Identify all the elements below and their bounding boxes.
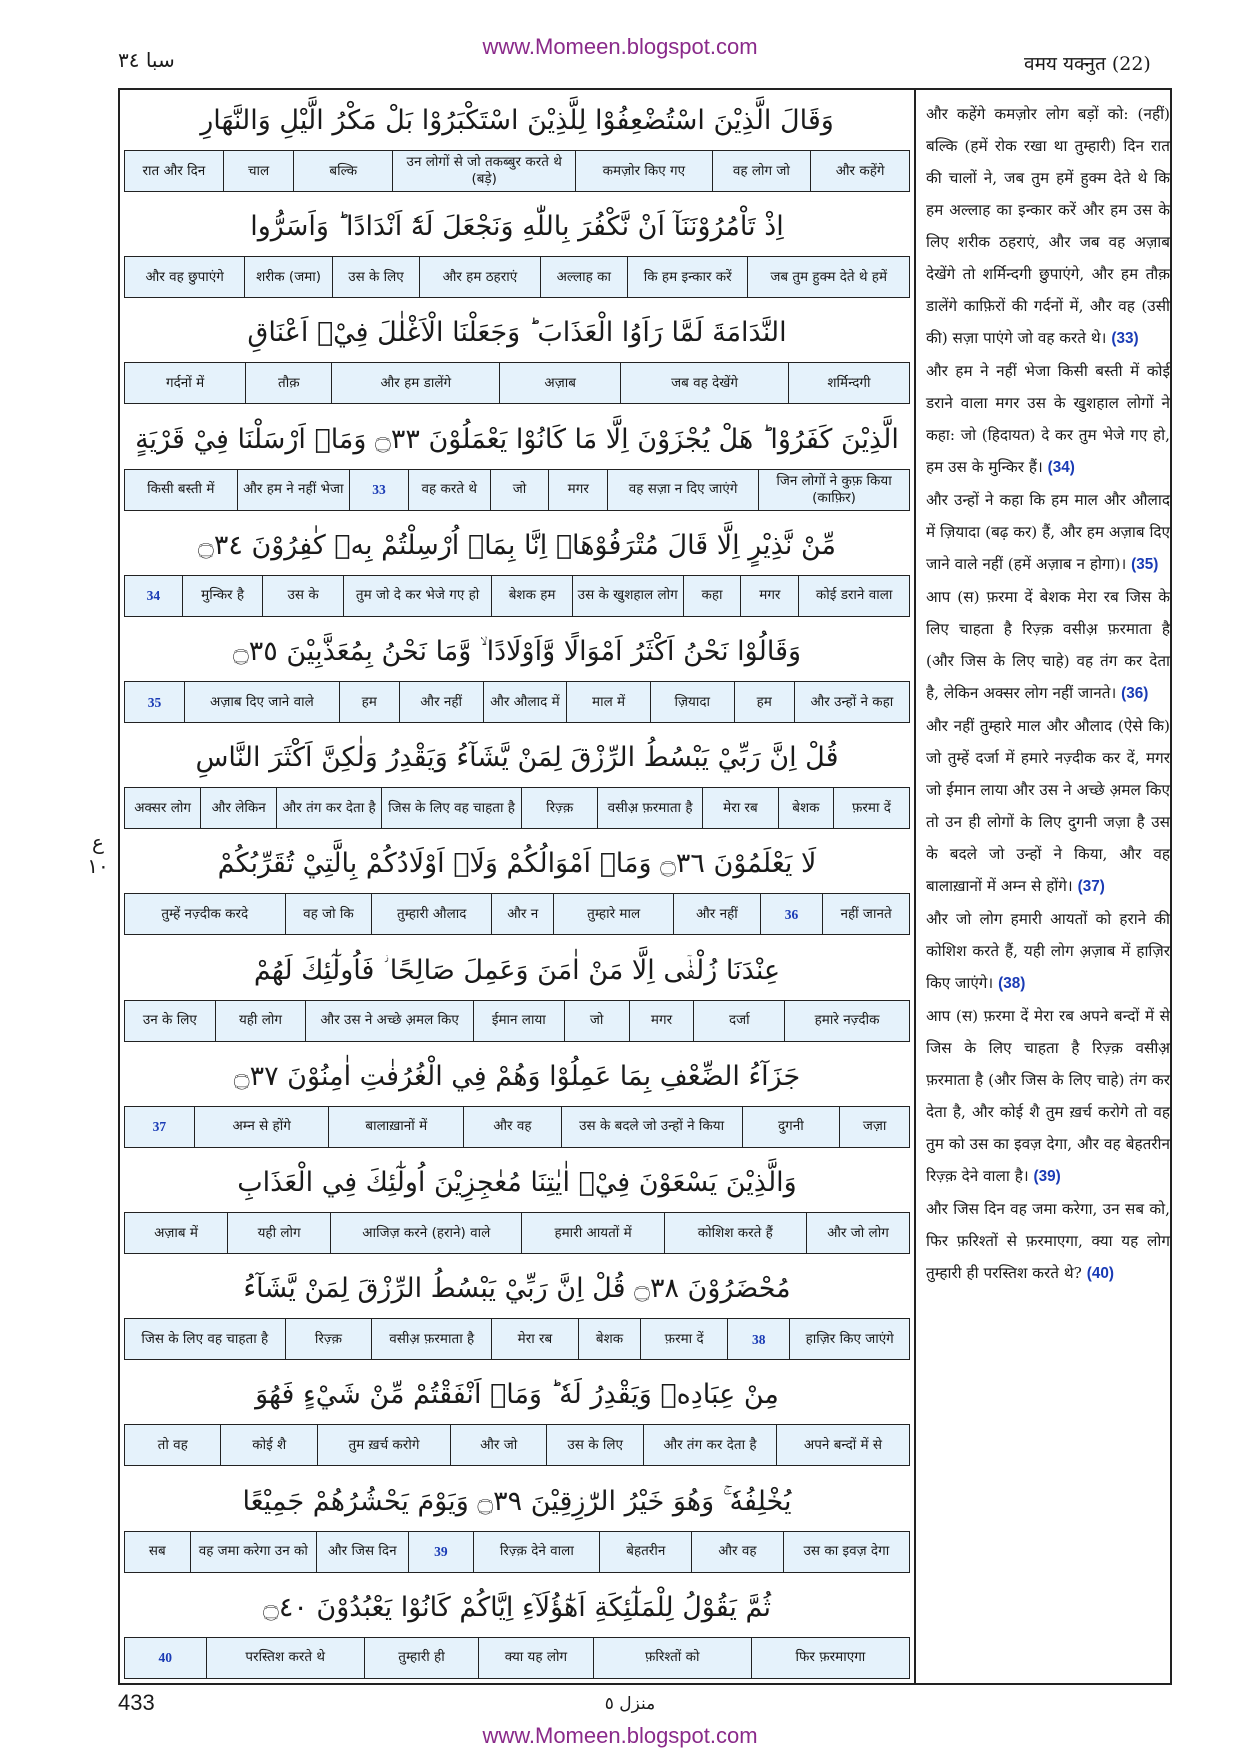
word-translation-row <box>124 575 910 617</box>
word-cell: और नहीं <box>673 894 760 934</box>
word-cell: हमारे नज़्दीक <box>784 1001 909 1041</box>
word-cell: वह जमा करेगा उन को <box>190 1532 316 1572</box>
word-cell: उस के लिए <box>332 257 419 297</box>
translation-text: और नहीं तुम्हारे माल और औलाद (ऐसे कि) जो तुम्हें दर्जा में हमारे नज़्दीक कर दें, मगर जो ईमान लाया और उस ने अच्छे अ़मल किए तो उन ही लोगों के लिए दुगनी जज़ा है उस के बदले जो उन्हों ने किया, और वह बालाख़ानों में अम्न से होंगे। <box>926 717 1170 895</box>
word-cell: और औलाद में <box>483 682 567 722</box>
word-cell: कि हम इन्कार करें <box>627 257 747 297</box>
word-translation-row <box>124 1318 910 1360</box>
word-translation-row <box>124 256 910 298</box>
word-cell: तो वह <box>157 1436 188 1453</box>
verse-number-cell: 36 <box>760 894 822 934</box>
verse-number: (36) <box>1121 685 1149 702</box>
verse-number: (38) <box>998 975 1026 992</box>
arabic-line: يُخْلِفُهٗ ۚ وَهُوَ خَيْرُ الرّٰزِقِيْنَ ۝٣٩ وَيَوْمَ يَحْشُرُهُمْ جَمِيْعًا <box>242 1485 792 1517</box>
word-cell: मेरा रब <box>491 1319 578 1359</box>
word-cell: और हम ठहराएं <box>419 257 539 297</box>
word-cell: जब वह देखेंगे <box>620 363 788 403</box>
word-cell: उन के लिए <box>142 1012 197 1029</box>
arabic-line: قُلْ اِنَّ رَبِّيْ يَبْسُطُ الرِّزْقَ لِمَنْ يَّشَآءُ وَيَقْدِرُ وَلٰكِنَّ اَكْثَرَ النَّاسِ <box>195 742 839 774</box>
verse-block <box>124 1366 910 1468</box>
verse-block <box>124 92 910 194</box>
word-cell: मगर <box>740 576 798 616</box>
word-cell: ईमान लाया <box>473 1001 564 1041</box>
word-cell: और नहीं <box>399 682 483 722</box>
translation-text: और कहेंगे कमज़ोर लोग बड़ों को: (नहीं) बल्कि (हमें रोक रखा था तुम्हारी) दिन रात की चालों ने, जब तुम हमें हुक्म देते थे कि हम अल्लाह का इन्कार करें और हम उस के लिए शरीक ठहराएं, और जब वह अज़ाब देखेंगे तो शर्मिन्दगी छुपाएंगे, और हम तौक़ डालेंगे काफ़िरों की गर्दनों में, और वह (उसी की) सज़ा पाएंगे जो वह करते थे। <box>926 105 1170 347</box>
word-cell: रात और दिन <box>142 162 206 179</box>
word-cell: जिन लोगों ने कुफ़ किया (काफ़िर) <box>758 470 909 510</box>
verse-block <box>124 198 910 300</box>
word-cell: अक्सर लोग <box>134 799 191 816</box>
word-cell: बेशक हम <box>491 576 572 616</box>
word-translation-row <box>124 1637 910 1679</box>
word-cell: बल्कि <box>293 151 392 191</box>
translation-paragraph <box>926 98 1170 355</box>
verse-number: (35) <box>1131 556 1159 573</box>
verse-number: (39) <box>1033 1168 1061 1185</box>
word-cell: बेहतरीन <box>599 1532 691 1572</box>
translation-paragraph <box>926 903 1170 1000</box>
word-cell: और लेकिन <box>200 788 276 828</box>
word-cell: उस के <box>262 576 343 616</box>
arabic-line: جَزَآءُ الضِّعْفِ بِمَا عَمِلُوْا وَهُمْ فِي الْغُرُفٰتِ اٰمِنُوْنَ ۝٣٧ <box>233 1060 801 1092</box>
word-cell: जो <box>564 1001 629 1041</box>
word-cell: ज़ियादा <box>650 682 734 722</box>
word-cell: जिस के लिए वह चाहता है <box>141 1330 269 1347</box>
word-translation-row <box>124 469 910 511</box>
translation-text: आप (स) फ़रमा दें बेशक मेरा रब जिस के लिए चाहता है रिज़्क़ वसीअ़ फ़रमाता है (और जिस के लिए चाहे) वह तंग कर देता है, लेकिन अक्सर लोग नहीं जानते। <box>926 588 1170 702</box>
word-cell: रिज़्क़ देने वाला <box>473 1532 599 1572</box>
word-cell: और उस ने अच्छे अ़मल किए <box>305 1001 473 1041</box>
word-cell: दुगनी <box>742 1107 840 1147</box>
page-number: 433 <box>118 1690 155 1715</box>
surah-name-hindi: वमय यक्नुत (22) <box>1024 53 1151 75</box>
word-cell: और जिस दिन <box>316 1532 408 1572</box>
arabic-line: وَقَالُوْا نَحْنُ اَكْثَرُ اَمْوَالًا وَّاَوْلَادًا ۙ وَّمَا نَحْنُ بِمُعَذَّبِيْنَ ۝٣٥ <box>232 636 802 667</box>
arabic-line: الَّذِيْنَ كَفَرُوْا ؕ هَلْ يُجْزَوْنَ اِلَّا مَا كَانُوْا يَعْمَلُوْنَ ۝٣٣ وَمَاۤ اَرْسَلْنَا فِيْ قَرْيَةٍ <box>135 423 899 455</box>
word-cell: नहीं जानते <box>822 894 909 934</box>
word-cell: वह करते थे <box>408 470 490 510</box>
translation-paragraph <box>926 355 1170 484</box>
arabic-line: ثُمَّ يَقُوْلُ لِلْمَلٰٓئِكَةِ اَهٰٓؤُلَآءِ اِيَّاكُمْ كَانُوْا يَعْبُدُوْنَ ۝٤٠ <box>263 1591 771 1623</box>
verse-block <box>124 835 910 937</box>
word-cell: फिर फ़रमाएगा <box>751 1638 909 1678</box>
word-cell: तुम्हें नज़्दीक करदे <box>161 905 249 922</box>
translation-text: आप (स) फ़रमा दें मेरा रब अपने बन्दों में से जिस के लिए चाहता है रिज़्क़ वसीअ़ फ़रमाता है (और जिस के लिए चाहे) तंग कर देता है, और कोई शै तुम ख़र्च करोगे तो वह तुम को उस का इवज़ देगा, और वह बेहतरीन रिज़्क़ देने वाला है। <box>926 1007 1170 1185</box>
site-link-bottom[interactable]: www.Momeen.blogspot.com <box>482 1723 758 1748</box>
verse-number-cell: 33 <box>349 470 408 510</box>
word-cell: अज़ाब दिए जाने वाले <box>184 682 339 722</box>
word-cell: शरीक (जमा) <box>244 257 331 297</box>
word-cell: और उन्हों ने कहा <box>794 682 909 722</box>
word-cell: जिस के लिए वह चाहता है <box>381 788 521 828</box>
word-cell: अल्लाह का <box>540 257 627 297</box>
word-cell: और तंग कर देता है <box>276 788 381 828</box>
word-cell: मगर <box>629 1001 694 1041</box>
verse-number-cell: 39 <box>408 1532 474 1572</box>
translation-paragraph <box>926 710 1170 903</box>
word-cell: कोशिश करते हैं <box>664 1213 806 1253</box>
verse-block <box>124 411 910 513</box>
translation-paragraph <box>926 484 1170 581</box>
arabic-line: لَا يَعْلَمُوْنَ ۝٣٦ وَمَاۤ اَمْوَالُكُمْ وَلَاۤ اَوْلَادُكُمْ بِالَّتِيْ تُقَرِّبُكُمْ <box>217 848 817 880</box>
word-cell: हम <box>734 682 794 722</box>
word-cell: किसी बस्ती में <box>147 481 215 498</box>
word-cell: उस के बदले जो उन्हों ने किया <box>561 1107 742 1147</box>
word-cell: तुम जो दे कर भेजे गए हो <box>343 576 491 616</box>
surah-name-arabic: سبا ٣٤ <box>118 48 175 72</box>
word-translation-row <box>124 1212 910 1254</box>
translation-paragraph <box>926 1000 1170 1193</box>
word-cell: फ़रिश्तों को <box>593 1638 751 1678</box>
word-cell: अज़ाब में <box>154 1224 198 1241</box>
verse-number: (40) <box>1086 1265 1114 1282</box>
word-cell: और न <box>491 894 553 934</box>
word-translation-row <box>124 1424 910 1466</box>
word-cell: परस्तिश करते थे <box>206 1638 364 1678</box>
verse-block <box>124 729 910 831</box>
word-cell: वह लोग जो <box>712 151 811 191</box>
word-cell: उस का इवज़ देगा <box>783 1532 909 1572</box>
word-cell: माल में <box>566 682 650 722</box>
word-cell: जब तुम हुक्म देते थे हमें <box>747 257 909 297</box>
word-cell: और वह <box>463 1107 561 1147</box>
verse-block <box>124 942 910 1044</box>
word-translation-row <box>124 681 910 723</box>
verse-number-cell: 35 <box>147 694 162 710</box>
word-cell: और वह <box>691 1532 783 1572</box>
word-translation-row <box>124 150 910 192</box>
arabic-line: وَقَالَ الَّذِيْنَ اسْتُضْعِفُوْا لِلَّذِيْنَ اسْتَكْبَرُوْا بَلْ مَكْرُ الَّيْلِ وَالنَّهَارِ <box>200 105 834 136</box>
verse-block <box>124 1154 910 1256</box>
translation-column <box>926 98 1170 1290</box>
word-cell: तुम ख़र्च करोगे <box>317 1425 450 1465</box>
arabic-line: مِنْ عِبَادِهٖ وَيَقْدِرُ لَهٗ ؕ وَمَاۤ اَنْفَقْتُمْ مِّنْ شَيْءٍ فَهُوَ <box>255 1379 779 1411</box>
translation-text: और उन्हों ने कहा कि हम माल और औलाद में ज़ियादा (बढ़ कर) हैं, और हम अज़ाब दिए जाने वाले नहीं (हमें अज़ाब न होगा)। <box>926 491 1171 573</box>
word-cell: कमज़ोर किए गए <box>575 151 711 191</box>
word-cell: मुन्किर है <box>182 576 263 616</box>
word-translation-row <box>124 1106 910 1148</box>
site-link-top[interactable]: www.Momeen.blogspot.com <box>482 34 758 59</box>
verse-number: (37) <box>1077 878 1105 895</box>
verse-number: (33) <box>1111 330 1139 347</box>
word-cell: फ़रमा दें <box>833 788 909 828</box>
word-cell: वह जो कि <box>285 894 372 934</box>
verse-number: (34) <box>1047 459 1075 476</box>
verse-number-cell: 34 <box>146 588 161 604</box>
word-cell: जज़ा <box>839 1107 909 1147</box>
word-cell: बालाख़ानों में <box>328 1107 463 1147</box>
word-cell: तुम्हारे माल <box>553 894 673 934</box>
word-cell: और जो लोग <box>806 1213 909 1253</box>
word-cell: जो <box>490 470 549 510</box>
word-cell: रिज़्क़ <box>521 788 597 828</box>
word-cell: अम्न से होंगे <box>194 1107 329 1147</box>
arabic-line: مُحْضَرُوْنَ ۝٣٨ قُلْ اِنَّ رَبِّيْ يَبْسُطُ الرِّزْقَ لِمَنْ يَّشَآءُ <box>243 1273 791 1305</box>
ruku-marker: ع ١٠ <box>87 830 109 878</box>
word-cell: और कहेंगे <box>810 151 909 191</box>
word-cell: क्या यह लोग <box>478 1638 592 1678</box>
word-cell: हमारी आयतों में <box>521 1213 663 1253</box>
word-cell: चाल <box>223 151 294 191</box>
word-cell: रिज़्क़ <box>285 1319 372 1359</box>
verse-block <box>124 1579 910 1681</box>
word-cell: और जो <box>450 1425 546 1465</box>
arabic-line: النَّدَامَةَ لَمَّا رَاَوُا الْعَذَابَ ؕ وَجَعَلْنَا الْاَغْلٰلَ فِيْۤ اَعْنَاقِ <box>247 317 787 349</box>
word-cell: अपने बन्दों में से <box>776 1425 909 1465</box>
word-translation-row <box>124 787 910 829</box>
word-cell: तुम्हारी ही <box>364 1638 478 1678</box>
verse-block <box>124 1473 910 1575</box>
manzil-label: منزل ٥ <box>604 1694 656 1714</box>
word-translation-row <box>124 893 910 935</box>
word-translation-row <box>124 1000 910 1042</box>
translation-text: और जिस दिन वह जमा करेगा, उन सब को, फिर फ़रिश्तों से फ़रमाएगा, क्या यह लोग तुम्हारी ही परस्तिश करते थे? <box>926 1200 1170 1282</box>
verse-number-cell: 38 <box>727 1319 789 1359</box>
word-cell: यही लोग <box>215 1001 306 1041</box>
word-cell: मेरा रब <box>702 788 778 828</box>
word-cell: सब <box>148 1543 166 1560</box>
word-cell: बेशक <box>578 1319 640 1359</box>
verse-number-cell: 40 <box>158 1650 173 1666</box>
word-cell: वह सज़ा न दिए जाएंगे <box>607 470 758 510</box>
verse-block <box>124 1048 910 1150</box>
word-cell: अज़ाब <box>499 363 620 403</box>
word-cell: दर्जा <box>693 1001 784 1041</box>
word-cell: शर्मिन्दगी <box>788 363 909 403</box>
word-cell: आजिज़ करने (हराने) वाले <box>330 1213 521 1253</box>
word-cell: और तंग कर देता है <box>643 1425 776 1465</box>
verse-block <box>124 304 910 406</box>
word-translation-row <box>124 362 910 404</box>
verse-block <box>124 1260 910 1362</box>
word-cell: तौक़ <box>245 363 331 403</box>
word-cell: उन लोगों से जो तकब्बुर करते थे (बड़े) <box>392 151 575 191</box>
translation-text: और जो लोग हमारी आयतों को हराने की कोशिश करते हैं, यही लोग अ़ज़ाब में हाज़िर किए जाएंगे। <box>926 910 1170 992</box>
arabic-line: وَالَّذِيْنَ يَسْعَوْنَ فِيْۤ اٰيٰتِنَا مُعٰجِزِيْنَ اُولٰٓئِكَ فِي الْعَذَابِ <box>237 1167 797 1198</box>
word-cell: तुम्हारी औलाद <box>371 894 491 934</box>
word-cell: मगर <box>548 470 607 510</box>
verse-number-cell: 37 <box>152 1119 167 1135</box>
word-cell: कोई डराने वाला <box>798 576 909 616</box>
word-cell: और हम डालेंगे <box>331 363 499 403</box>
word-cell: हम <box>339 682 399 722</box>
verse-block <box>124 517 910 619</box>
word-cell: गर्दनों में <box>166 374 205 391</box>
word-cell: फ़रमा दें <box>640 1319 727 1359</box>
verse-block <box>124 623 910 725</box>
arabic-line: عِنْدَنَا زُلْفٰۤى اِلَّا مَنْ اٰمَنَ وَعَمِلَ صَالِحًا ؗ فَاُولٰٓئِكَ لَهُمْ <box>253 954 781 986</box>
column-divider <box>914 88 916 1685</box>
word-cell: वसीअ़ फ़रमाता है <box>371 1319 491 1359</box>
translation-paragraph <box>926 581 1170 710</box>
arabic-line: مِّنْ نَّذِيْرٍ اِلَّا قَالَ مُتْرَفُوْهَاۤ اِنَّا بِمَاۤ اُرْسِلْتُمْ بِهٖ كٰفِرُوْنَ ۝٣٤ <box>198 529 836 561</box>
word-cell: वसीअ़ फ़रमाता है <box>597 788 702 828</box>
word-cell: यही लोग <box>227 1213 330 1253</box>
word-cell: बेशक <box>778 788 833 828</box>
word-cell: कहा <box>683 576 741 616</box>
word-cell: हाज़िर किए जाएंगे <box>789 1319 909 1359</box>
word-cell: उस के खुशहाल लोग <box>572 576 683 616</box>
translation-paragraph <box>926 1193 1170 1290</box>
word-cell: उस के लिए <box>546 1425 642 1465</box>
word-translation-row <box>124 1531 910 1573</box>
arabic-line: اِذْ تَاْمُرُوْنَنَآ اَنْ نَّكْفُرَ بِاللّٰهِ وَنَجْعَلَ لَهٗٓ اَنْدَادًا ؕ وَاَسَرُّوا <box>250 211 784 243</box>
word-cell: कोई शै <box>220 1425 316 1465</box>
word-cell: और हम ने नहीं भेजा <box>237 470 350 510</box>
word-cell: और वह छुपाएंगे <box>145 268 224 285</box>
translation-text: और हम ने नहीं भेजा किसी बस्ती में कोई डराने वाला मगर उस के खुशहाल लोगों ने कहा: जो (हिदायत) दे कर तुम भेजे गए हो, हम उस के मुन्किर हैं। <box>926 362 1170 476</box>
